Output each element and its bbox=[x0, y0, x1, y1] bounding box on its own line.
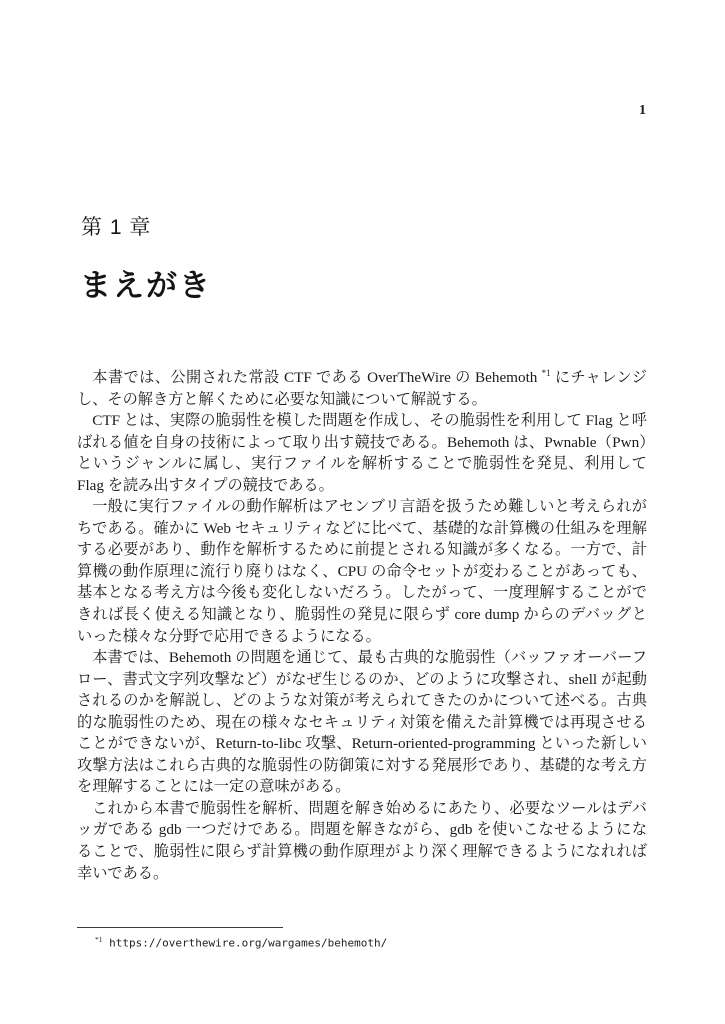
footnote-marker: *1 bbox=[95, 935, 103, 944]
footnote-divider bbox=[77, 927, 283, 928]
footnote-ref-marker: *1 bbox=[541, 367, 551, 378]
footnote-line bbox=[77, 935, 647, 950]
footnote-url: https://overthewire.org/wargames/behemoth/ bbox=[109, 936, 388, 950]
paragraph bbox=[77, 367, 647, 410]
paragraph: これから本書で脆弱性を解析、問題を解き始めるにあたり、必要なツールはデバッガである gdb 一つだけである。問題を解きながら、gdb を使いこなせるようになることで、脆弱性に限らず計算機の動作原理がより深く理解できるようになれれば幸いである。 bbox=[77, 799, 647, 882]
chapter-title: まえがき bbox=[80, 268, 212, 303]
body-text bbox=[77, 367, 647, 884]
page-number: 1 bbox=[639, 103, 646, 118]
chapter-label: 第 1 章 bbox=[81, 216, 152, 239]
paragraph: CTF とは、実際の脆弱性を模した問題を作成し、その脆弱性を利用して Flag と呼ばれる値を自身の技術によって取り出す競技である。Behemoth は、Pwnable（Pwn）というジャンルに属し、実行ファイルを解析することで脆弱性を発見、利用して Flag を読み出すタイプの競技である。 bbox=[77, 412, 647, 494]
paragraph: 一般に実行ファイルの動作解析はアセンブリ言語を扱うため難しいと考えられがちである。確かに Web セキュリティなどに比べて、基礎的な計算機の仕組みを理解する必要があり、動作を解析するために前提とされる知識が多くなる。一方で、計算機の動作原理に流行り廃りはなく、CPU の命令セットが変わることがあっても、基本となる考え方は今後も変化しないだろう。したがって、一度理解することができれば長く使える知識となり、脆弱性の発見に限らず core dump からのデバッグといった様々な分野で応用できるようになる。 bbox=[77, 498, 647, 645]
paragraph-text: にチャレンジし、その解き方と解くために必要な知識について解説する。 bbox=[77, 369, 647, 408]
paragraph: 本書では、Behemoth の問題を通じて、最も古典的な脆弱性（バッファオーバーフロー、書式文字列攻撃など）がなぜ生じるのか、どのように攻撃され、shell が起動されるのかを解説し、どのような対策が考えられてきたのかについて述べる。古典的な脆弱性のため、現在の様々なセキュリティ対策を備えた計算機では再現させることができないが、Return-to-libc 攻撃、Return-oriented-programming といった新しい攻撃方法はこれら古典的な脆弱性の防御策に対する発展形であり、基礎的な考え方を理解することには一定の意味がある。 bbox=[77, 649, 647, 796]
paragraph-text: 本書では、公開された常設 CTF である OverTheWire の Behemoth bbox=[92, 369, 542, 386]
footnote bbox=[77, 927, 647, 950]
